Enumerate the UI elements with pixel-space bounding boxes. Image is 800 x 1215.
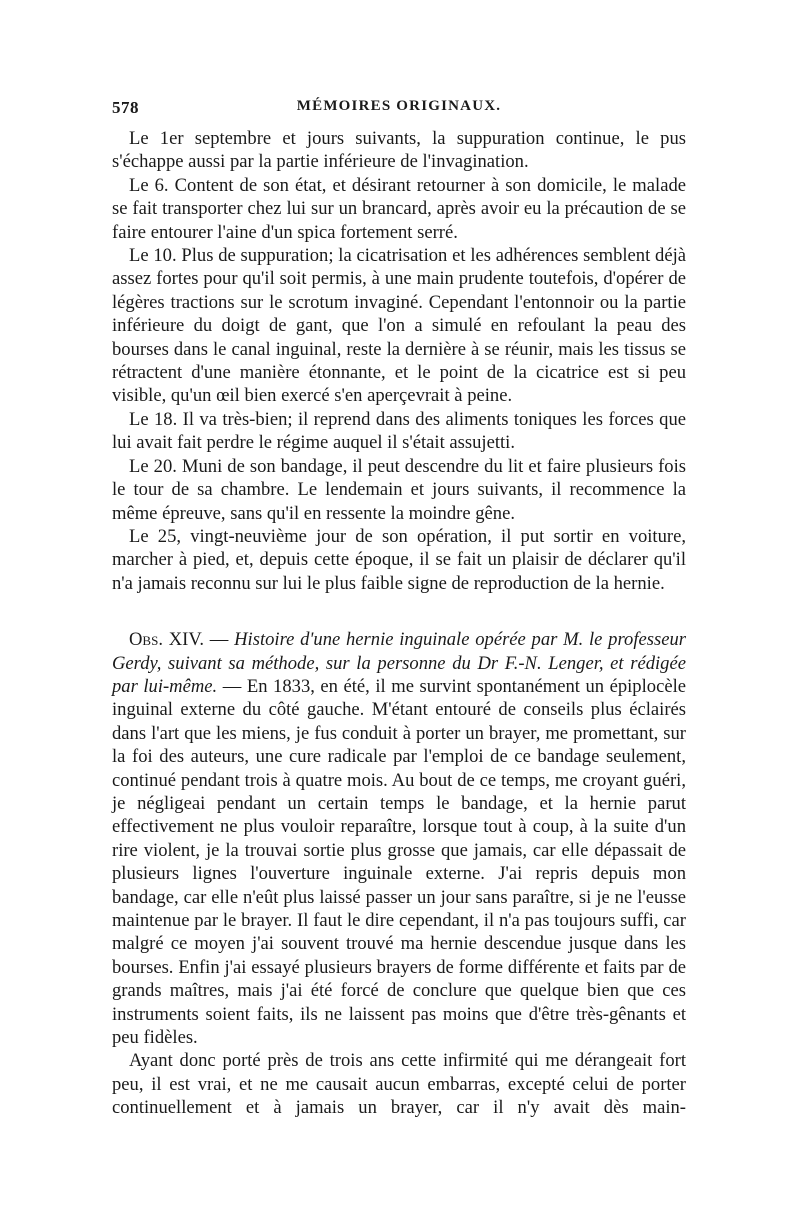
observation-label: Obs. XIV. [129,629,205,651]
continuation-paragraph: Ayant donc porté près de trois ans cette infirmité qui me dérangeait fort peu, il est vrai, et ne me causait aucun embarras, excepté celui de porter continuellement et à jamais un brayer, car il n'y avait dès main- [112,1050,686,1119]
observation-title: Histoire d'une hernie inguinale opérée par M. le professeur Gerdy, suivant sa méthode, sur la personne du Dr F.-N. Lenger, et rédigée par lui-même. [112,629,686,697]
paragraph-day-6: Le 6. Content de son état, et désirant retourner à son domicile, le malade se fait transporter chez lui sur un brancard, après avoir eu la précaution de se faire entourer l'aine d'un spica fortement serré. [112,174,686,243]
body-text [112,127,686,1120]
observation-text: — En 1833, en été, il me survint spontanément un épiplocèle inguinal externe du côté gauche. M'étant entouré de conseils plus éclairés dans l'art que les miens, je fus conduit à porter un brayer, me promettant, sur la foi des auteurs, une cure radicale par l'emploi de ce bandage seulement, continué pendant trois à quatre mois. Au bout de ce temps, me croyant guéri, je négligeai pendant un certain temps le bandage, et la hernie parut effectivement ne plus vouloir reparaître, lorsque tout à coup, à la suite d'un rire violent, je la trouvai sortie plus grosse que jamais, car elle dépassait de plusieurs lignes l'ouverture inguinale externe. J'ai repris depuis mon bandage, car elle n'eût plus laissé passer un jour sans paraître, si je ne l'eusse maintenue par le brayer. Il faut le dire cependant, il n'a pas toujours suffi, car malgré ce moyen j'ai souvent trouvé ma hernie descendue jusque dans les bourses. Enfin j'ai essayé plusieurs brayers de forme différente et faits par de grands maîtres, mais j'ai été forcé de conclure que quelque bien que ces instruments soient faits, ils ne laissent pas moins que d'être très-gênants et peu fidèles. [112,675,686,1049]
observation-paragraph [112,628,686,1049]
paragraph-day-25: Le 25, vingt-neuvième jour de son opération, il put sortir en voiture, marcher à pied, et, depuis cette époque, il se fait un plaisir de déclarer qu'il n'a jamais reconnu sur lui le plus faible signe de reproduction de la hernie. [112,525,686,594]
observation-dash: — [204,629,235,651]
paragraph-day-18: Le 18. Il va très-bien; il reprend dans des aliments toniques les forces que lui avait fait perdre le régime auquel il s'était assujetti. [112,408,686,454]
running-head [112,98,686,124]
paragraph-sept-1: Le 1er septembre et jours suivants, la suppuration continue, le pus s'échappe aussi par la partie inférieure de l'invagination. [112,128,686,173]
paragraph-day-20: Le 20. Muni de son bandage, il peut descendre du lit et faire plusieurs fois le tour de sa chambre. Le lendemain et jours suivants, il recommence la même épreuve, sans qu'il en ressente la moindre gêne. [112,455,686,524]
page-number: 578 [112,98,139,117]
paragraph-day-10: Le 10. Plus de suppuration; la cicatrisation et les adhérences semblent déjà assez fortes pour qu'il soit permis, à une main prudente toutefois, d'opérer de légères tractions sur le scrotum invaginé. Cependant l'entonnoir ou la partie inférieure du doigt de gant, que l'on a simulé en refoulant la peau des bourses dans le canal inguinal, reste la dernière à se réunir, mais les tissus se rétractent d'une manière étonnante, et le point de la cicatrice est si peu visible, qu'un œil bien exercé s'en aperçevrait à peine. [112,245,686,407]
running-title: MÉMOIRES ORIGINAUX. [296,98,502,114]
